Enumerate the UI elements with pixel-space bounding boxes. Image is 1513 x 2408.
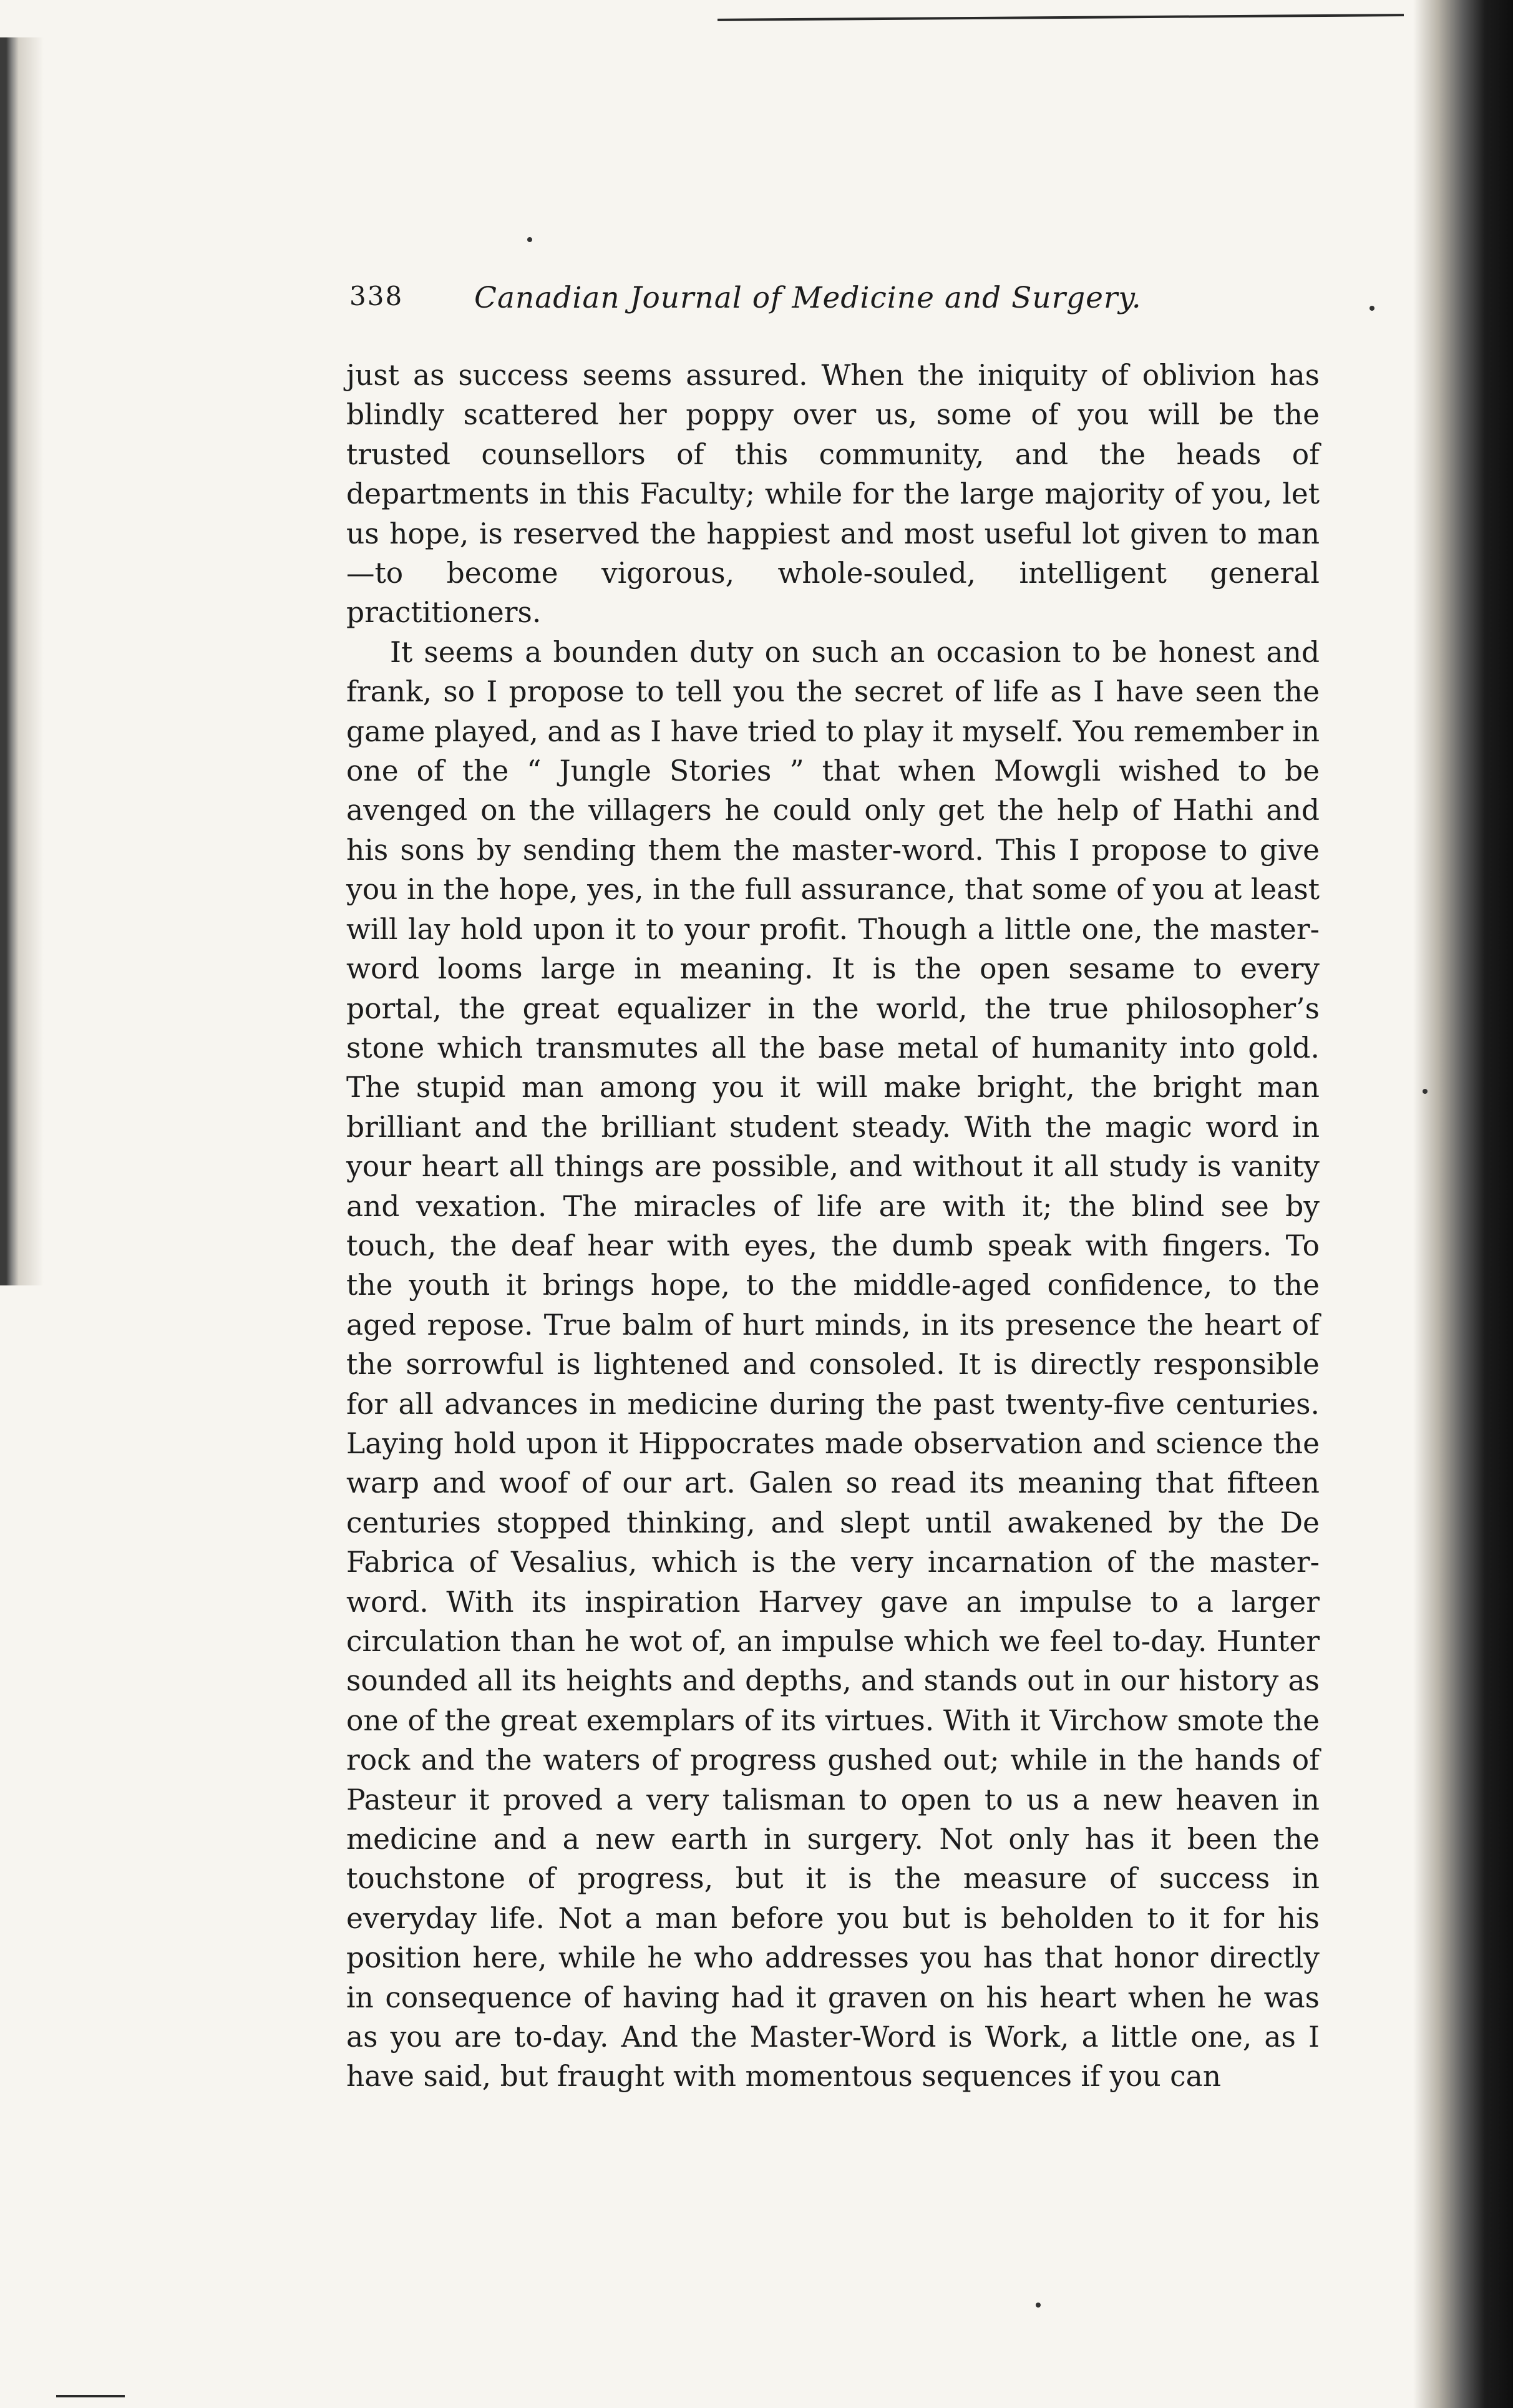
journal-title: Canadian Journal of Medicine and Surgery. bbox=[474, 281, 1142, 315]
binding-shadow-right bbox=[1413, 0, 1513, 2408]
scan-artifact-mark bbox=[56, 2395, 125, 2397]
article-body bbox=[346, 356, 1320, 2097]
page-number: 338 bbox=[349, 281, 404, 311]
running-header bbox=[349, 281, 1323, 324]
binding-shadow-left bbox=[0, 37, 44, 1285]
speck bbox=[1369, 306, 1374, 311]
speck bbox=[1036, 2303, 1041, 2308]
paragraph: just as success seems assured. When the iniquity of oblivion has blindly scattered her poppy over us, some of you will be the trusted counsellors of this community, and the heads of departments in this Faculty; while for the large majority of you, let us hope, is reserved the happiest and most useful lot given to man—to become vigorous, whole-souled, intelligent general practitioners. bbox=[346, 359, 1320, 630]
paragraph: It seems a bounden duty on such an occasion to be honest and frank, so I propose to tell you the secret of life as I have seen the game played, and as I have tried to play it myself. You remember in one of the “ Jungle Stories ” that when Mowgli wished to be avenged on the villagers he could only get the help of Hathi and his sons by sending them the master-word. This I propose to give you in the hope, yes, in the full assurance, that some of you at least will lay hold upon it to your profit. Though a little one, the master-word looms large in meaning. It is the open sesame to every portal, the great equalizer in the world, the true philosopher’s stone which transmutes all the base metal of humanity into gold. The stupid man among you it will make bright, the bright man brilliant and the brilliant student steady. With the magic word in your heart all things are possible, and without it all study is vanity and vexation. The miracles of life are with it; the blind see by touch, the deaf hear with eyes, the dumb speak with fingers. To the youth it brings hope, to the middle-aged confidence, to the aged repose. True balm of hurt minds, in its presence the heart of the sorrowful is lightened and consoled. It is directly responsible for all advances in medicine during the past twenty-five centuries. Laying hold upon it Hippocrates made observation and science the warp and woof of our art. Galen so read its meaning that fifteen centuries stopped thinking, and slept until awakened by the De Fabrica of Vesalius, which is the very incarnation of the master-word. With its inspiration Harvey gave an impulse to a larger circulation than he wot of, an impulse which we feel to-day. Hunter sounded all its heights and depths, and stands out in our history as one of the great exemplars of its virtues. With it Virchow smote the rock and the waters of progress gushed out; while in the hands of Pasteur it proved a very talisman to open to us a new heaven in medicine and a new earth in surgery. Not only has it been the touchstone of progress, but it is the measure of success in everyday life. Not a man before you but is beholden to it for his position here, while he who addresses you has that honor directly in consequence of having had it graven on his heart when he was as you are to-day. And the Master-Word is Work, a little one, as I have said, but fraught with momentous sequences if you can bbox=[346, 635, 1320, 2094]
speck bbox=[1423, 1089, 1428, 1094]
scan-artifact-line bbox=[718, 14, 1404, 21]
speck bbox=[527, 237, 532, 242]
